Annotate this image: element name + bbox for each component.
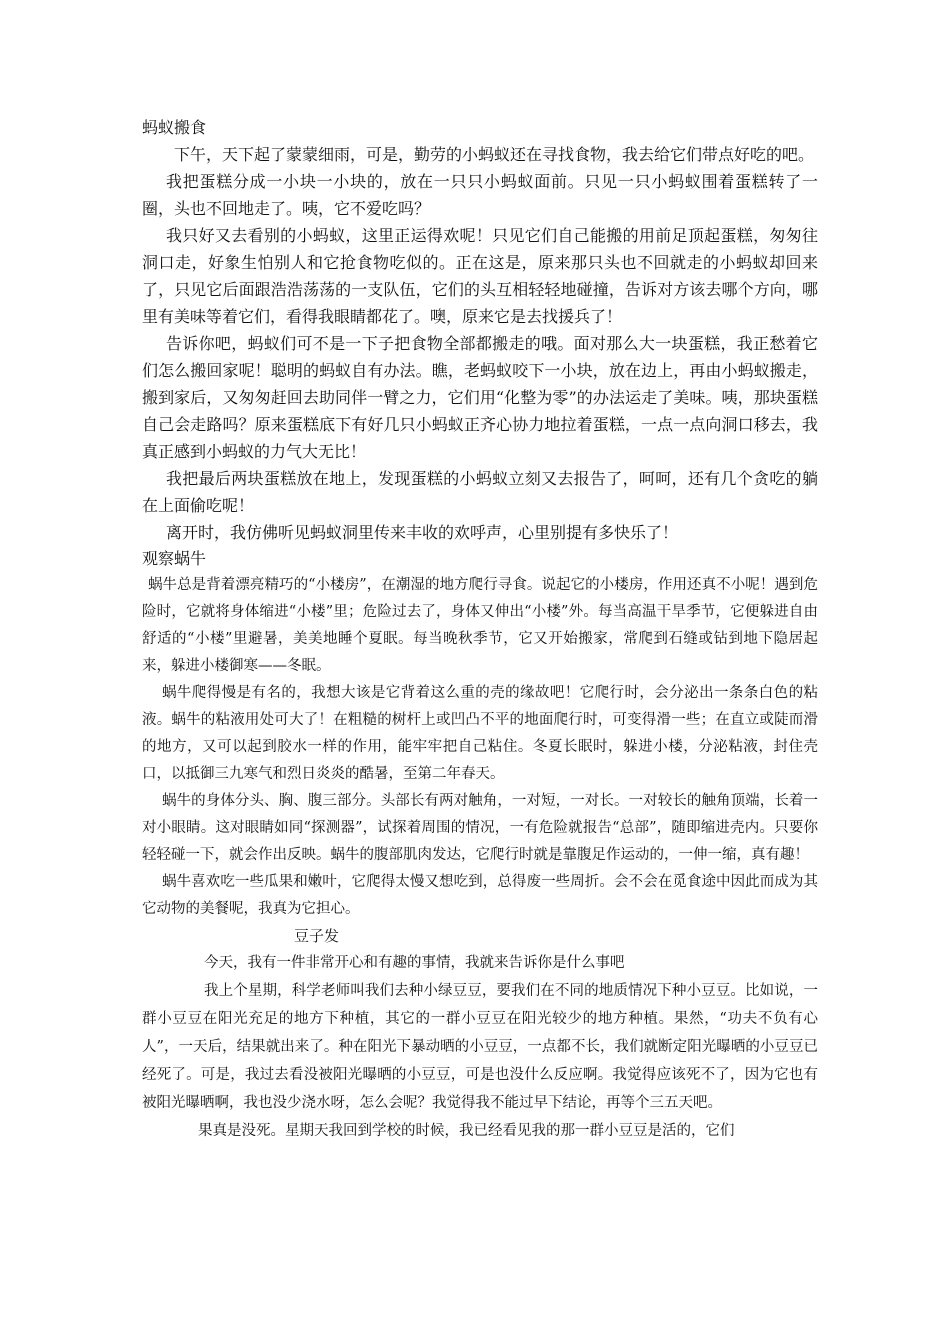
paragraph: 我把蛋糕分成一小块一小块的，放在一只只小蚂蚁面前。只见一只小蚂蚁围着蛋糕转了一圈，头也不回地走了。咦，它不爱吃吗？ <box>142 172 818 218</box>
paragraph: 果真是没死。星期天我回到学校的时候，我已经看见我的那一群小豆豆是活的，它们 <box>198 1123 735 1139</box>
paragraph: 离开时，我仿佛听见蚂蚁洞里传来丰收的欢呼声，心里别提有多快乐了！ <box>166 523 679 542</box>
paragraph: 蜗牛爬得慢是有名的，我想大该是它背着这么重的壳的缘故吧！它爬行时，会分泌出一条条白色的粘液。蜗牛的粘液用处可大了！在粗糙的树杆上或凹凸不平的地面爬行时，可变得滑一些；在直立或陡而滑的地方，又可以起到胶水一样的作用，能牢牢把自己粘住。冬夏长眠时，躲进小楼，分泌粘液，封住壳口，以抵御三九寒气和烈日炎炎的酷暑，至第二年春天。 <box>142 685 818 782</box>
paragraph: 蜗牛喜欢吃一些瓜果和嫩叶，它爬得太慢又想吃到，总得废一些周折。会不会在觅食途中因此而成为其它动物的美餐呢，我真为它担心。 <box>142 874 818 917</box>
section-title-snail: 观察蜗牛 <box>142 549 207 568</box>
paragraph: 下午，天下起了蒙蒙细雨，可是，勤劳的小蚂蚁还在寻找食物，我去给它们带点好吃的吧。 <box>174 145 815 164</box>
paragraph: 告诉你吧，蚂蚁们可不是一下子把食物全部都搬走的哦。面对那么大一块蛋糕，我正愁着它们怎么搬回家呢！聪明的蚂蚁自有办法。瞧，老蚂蚁咬下一小块，放在边上，再由小蚂蚁搬走，搬到家后，又匆匆赶回去助同伴一臂之力，它们用“化整为零”的办法运走了美味。咦，那块蛋糕自己会走路吗？原来蛋糕底下有好几只小蚂蚁正齐心协力地拉着蛋糕，一点一点向洞口移去，我真正感到小蚂蚁的力气大无比！ <box>142 334 818 461</box>
paragraph: 蜗牛的身体分头、胸、腹三部分。头部长有两对触角，一对短，一对长。一对较长的触角顶端，长着一对小眼睛。这对眼睛如同“探测器”，试探着周围的情况，一有危险就报告“总部”，随即缩进壳内。只要你轻轻碰一下，就会作出反映。蜗牛的腹部肌肉发达，它爬行时就是靠腹足作运动的，一伸一缩，真有趣！ <box>142 793 818 863</box>
paragraph: 今天，我有一件非常开心和有趣的事情，我就来告诉你是什么事吧 <box>204 955 625 971</box>
paragraph: 我只好又去看别的小蚂蚁，这里正运得欢呢！只见它们自己能搬的用前足顶起蛋糕，匆匆往洞口走，好象生怕别人和它抢食物吃似的。正在这是，原来那只头也不回就走的小蚂蚁却回来了，只见它后面跟浩浩荡荡的一支队伍，它们的头互相轻轻地碰撞，告诉对方该去哪个方向，哪里有美味等着它们，看得我眼睛都花了。噢，原来它是去找援兵了！ <box>142 226 818 326</box>
section-title-ants: 蚂蚁搬食 <box>142 118 207 137</box>
document-page <box>142 115 818 1145</box>
paragraph: 蜗牛总是背着漂亮精巧的“小楼房”，在潮湿的地方爬行寻食。说起它的小楼房，作用还真不小呢！遇到危险时，它就将身体缩进“小楼”里；危险过去了，身体又伸出“小楼”外。每当高温干旱季节，它便躲进自由舒适的“小楼”里避暑，美美地睡个夏眠。每当晚秋季节，它又开始搬家，常爬到石缝或钻到地下隐居起来，躲进小楼御寒——冬眠。 <box>142 577 818 674</box>
paragraph: 我把最后两块蛋糕放在地上，发现蛋糕的小蚂蚁立刻又去报告了，呵呵，还有几个贪吃的躺在上面偷吃呢！ <box>142 469 818 515</box>
paragraph: 我上个星期，科学老师叫我们去种小绿豆豆，要我们在不同的地质情况下种小豆豆。比如说，一群小豆豆在阳光充足的地方下种植，其它的一群小豆豆在阳光较少的地方种植。果然，“功夫不负有心人”，一天后，结果就出来了。种在阳光下暴动晒的小豆豆，一点都不长，我们就断定阳光曝晒的小豆豆已经死了。可是，我过去看没被阳光曝晒的小豆豆，可是也没什么反应啊。我觉得应该死不了，因为它也有被阳光曝晒啊，我也没少浇水呀，怎么会呢？我觉得我不能过早下结论，再等个三五天吧。 <box>142 983 818 1111</box>
section-title-beans: 豆子发 <box>294 927 340 945</box>
